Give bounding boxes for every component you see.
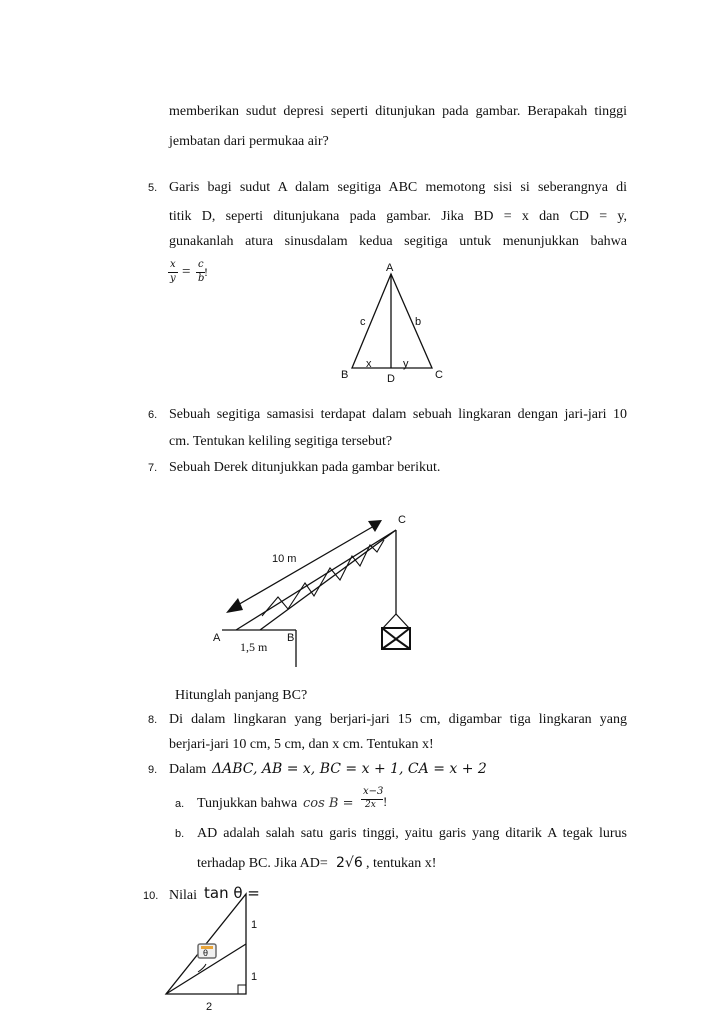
label-B: B [287,632,295,644]
problem-9b-line-2-pre: terhadap BC. Jika AD= [197,856,328,871]
problem-4-line-1: memberikan sudut depresi seperti ditunjukan pada gambar. Berapakah tinggi [169,104,627,119]
label-D: D [387,373,395,385]
label-A: A [213,632,221,644]
problem-10-intro: Nilai [169,888,197,903]
label-C: C [435,369,443,381]
cos-b-exclaim: ! [383,794,388,809]
label-1-5m: 1,5 m [240,640,268,654]
label-A: A [386,262,394,274]
problem-9-intro: Dalam [169,762,207,777]
problem-8-line-1: Di dalam lingkaran yang berjari-jari 15 cm, digambar tiga lingkaran yang [169,712,627,727]
problem-6-line-1: Sebuah segitiga samasisi terdapat dalam sebuah lingkaran dengan jari-jari 10 [169,407,627,422]
problem-10-expression: tan θ = [204,884,260,902]
problem-9-number: 9. [148,764,158,776]
label-y: y [403,358,409,370]
label-b: b [415,316,422,328]
problem-9b-value: 2√6 [336,855,363,871]
label-one-bottom: 1 [251,971,258,983]
problem-7-line-1: Sebuah Derek ditunjukkan pada gambar berikut. [169,460,441,475]
cos-b-denominator: 2x [365,800,376,810]
problem-9b-line-2-post: , tentukan x! [366,856,437,871]
problem-8-number: 8. [148,714,158,726]
problem-5-line-2: titik D, seperti ditunjukana pada gambar. Jika BD = x dan CD = y, [169,209,627,224]
label-x: x [366,358,372,370]
formula-c: c [198,259,204,270]
label-one-top: 1 [251,919,258,931]
label-B: B [341,369,349,381]
problem-5-line-1: Garis bagi sudut A dalam segitiga ABC memotong sisi si seberangnya di [169,180,627,195]
problem-10-number: 10. [143,890,159,902]
label-10m: 10 m [272,553,297,565]
problem-6-line-2: cm. Tentukan keliling segitiga tersebut? [169,434,393,449]
problem-9b-label: b. [175,828,185,840]
problem-6-number: 6. [148,409,158,421]
label-c: c [360,316,366,328]
problem-7-question: Hitunglah panjang BC? [175,688,308,703]
cos-b-label: cos B = [303,796,354,811]
theta-label: θ [203,948,209,958]
formula-equals: = [182,264,191,280]
problem-9b-line-1: AD adalah salah satu garis tinggi, yaitu garis yang ditarik A tegak lurus [197,826,627,841]
problem-8-line-2: berjari-jari 10 cm, 5 cm, dan x cm. Tentukan x! [169,737,434,752]
problem-9-expression: ΔABC, AB = x, BC = x + 1, CA = x + 2 [212,761,487,777]
problem-7-number: 7. [148,462,158,474]
cos-b-numerator: x−3 [363,786,384,797]
label-two: 2 [206,1001,213,1013]
problem-5-line-3: gunakanlah atura sinusdalam kedua segitiga untuk menunjukkan bahwa [169,234,627,249]
problem-9a-label: a. [175,798,185,810]
problem-5-number: 5. [148,182,158,194]
problem-9a-text: Tunjukkan bahwa [197,796,298,811]
formula-exclaim: ! [204,265,208,279]
formula-x: x [170,259,176,270]
formula-y: y [170,273,176,284]
problem-4-line-2: jembatan dari permukaa air? [169,134,329,149]
formula-b: b [198,273,205,284]
label-C: C [398,514,406,526]
right-angle-marker [238,985,246,994]
